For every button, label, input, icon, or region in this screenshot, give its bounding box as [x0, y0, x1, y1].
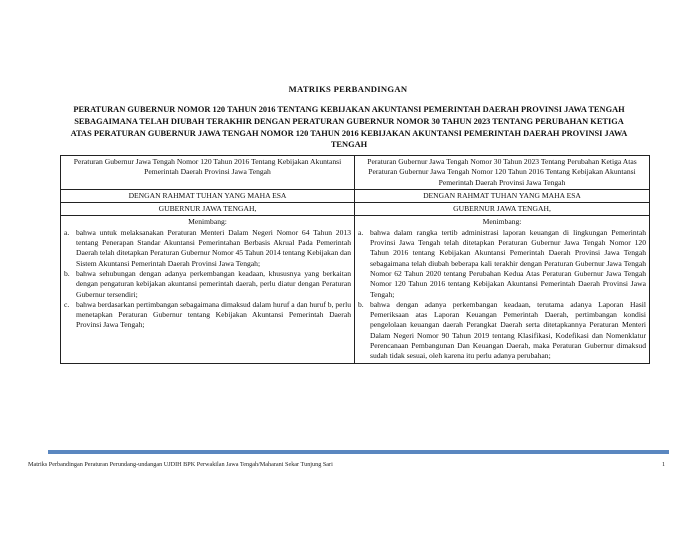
point-label: a. [358, 227, 364, 237]
table-header-row [61, 156, 650, 190]
governor-row [61, 203, 650, 216]
left-governor: GUBERNUR JAWA TENGAH, [61, 203, 355, 216]
left-opening: DENGAN RAHMAT TUHAN YANG MAHA ESA [61, 189, 355, 202]
point-label: c. [64, 299, 70, 309]
opening-row [61, 189, 650, 202]
comparison-table [60, 155, 650, 364]
point-label: b. [64, 268, 70, 278]
list-item [64, 269, 351, 300]
point-text: bahwa sehubungan dengan adanya perkembangan keadaan, khususnya yang berkaitan dengan pengaturan kebijakan akuntansi pemerintah daerah, perlu diatur dengan Peraturan Gubernur tersendiri; [76, 268, 351, 299]
right-menimbang-cell [355, 216, 650, 363]
point-text: bahwa dalam rangka tertib administrasi laporan keuangan di lingkungan Pemerintah Provinsi Jawa Tengah telah ditetapkan Peraturan Gubernur Jawa Tengah Nomor 120 Tahun 2016 tentang Kebijakan Akuntansi Pemerintah Daerah Provinsi Jawa Tengah sebagaimana telah diubah beberapa kali terakhir dengan Peraturan Gubernur Jawa Tengah Nomor 62 Tahun 2020 tentang Perubahan Kedua Atas Peraturan Gubernur Jawa Tengah Nomor 120 Tahun 2016 tentang Kebijakan Akuntansi Pemerintah Daerah Provinsi Jawa Tengah; [370, 227, 646, 299]
document-subtitle: PERATURAN GUBERNUR NOMOR 120 TAHUN 2016 TENTANG KEBIJAKAN AKUNTANSI PEMERINTAH DAERAH PROVINSI JAWA TENGAH SEBAGAIMANA TELAH DIUBAH TERAKHIR DENGAN PERATURAN GUBERNUR NOMOR 30 TAHUN 2023 TENTANG PERUBAHAN KETIGA ATAS PERATURAN GUBERNUR JAWA TENGAH NOMOR 120 TAHUN 2016 KEBIJAKAN AKUNTANSI PEMERINTAH DAERAH PROVINSI JAWA TENGAH [70, 105, 628, 150]
right-column-header: Peraturan Gubernur Jawa Tengah Nomor 30 Tahun 2023 Tentang Perubahan Ketiga Atas Peraturan Gubernur Jawa Tengah Nomor 120 Tahun 2016 Tentang Kebijakan Akuntansi Pemerintah Daerah Provinsi Jawa Tengah [355, 156, 650, 190]
left-menimbang-label: Menimbang: [188, 217, 227, 227]
menimbang-row [61, 216, 650, 363]
list-item [358, 228, 646, 300]
footer-divider [48, 450, 669, 454]
point-label: b. [358, 299, 364, 309]
list-item [64, 300, 351, 331]
left-column-header: Peraturan Gubernur Jawa Tengah Nomor 120 Tahun 2016 Tentang Kebijakan Akuntansi Pemerintah Daerah Provinsi Jawa Tengah [61, 156, 355, 190]
list-item [64, 228, 351, 269]
right-governor: GUBERNUR JAWA TENGAH, [355, 203, 650, 216]
point-text: bahwa untuk melaksanakan Peraturan Menteri Dalam Negeri Nomor 64 Tahun 2013 tentang Penerapan Standar Akuntansi Pemerintahan Berbasis Akrual Pada Pemerintah Daerah telah ditetapkan Peraturan Gubernur Nomor 45 Tahun 2014 tentang Kebijakan dan Sistem Akuntansi Pemerintah Daerah Provinsi Jawa Tengah; [76, 227, 351, 268]
footer-text: Matriks Perbandingan Peraturan Perundang-undangan UJDIH BPK Perwakilan Jawa Tengah/Maharani Sekar Tunjung Sari [28, 461, 333, 468]
right-opening: DENGAN RAHMAT TUHAN YANG MAHA ESA [355, 189, 650, 202]
left-menimbang-cell [61, 216, 355, 363]
point-text: bahwa dengan adanya perkembangan keadaan, terutama adanya Laporan Hasil Pemeriksaan atas Laporan Keuangan Pemerintah Daerah, pertimbangan kondisi pengelolaan keuangan daerah Perangkat Daerah serta ditetapkannya Peraturan Menteri Dalam Negeri Nomor 90 Tahun 2019 tentang Klasifikasi, Kodefikasi dan Nomenklatur Perencanaan Pembangunan Dan Keuangan Daerah, maka Peraturan Gubernur dimaksud sudah tidak sesuai, oleh karena itu perlu adanya perubahan; [370, 299, 646, 361]
list-item [358, 300, 646, 362]
page-number: 1 [662, 461, 666, 468]
point-label: a. [64, 227, 70, 237]
right-menimbang-label: Menimbang: [482, 217, 522, 227]
point-text: bahwa berdasarkan pertimbangan sebagaimana dimaksud dalam huruf a dan huruf b, perlu menetapkan Peraturan Gubernur tentang Kebijakan Akuntansi Pemerintah Daerah Provinsi Jawa Tengah; [76, 299, 351, 330]
document-title: MATRIKS PERBANDINGAN [288, 84, 408, 94]
